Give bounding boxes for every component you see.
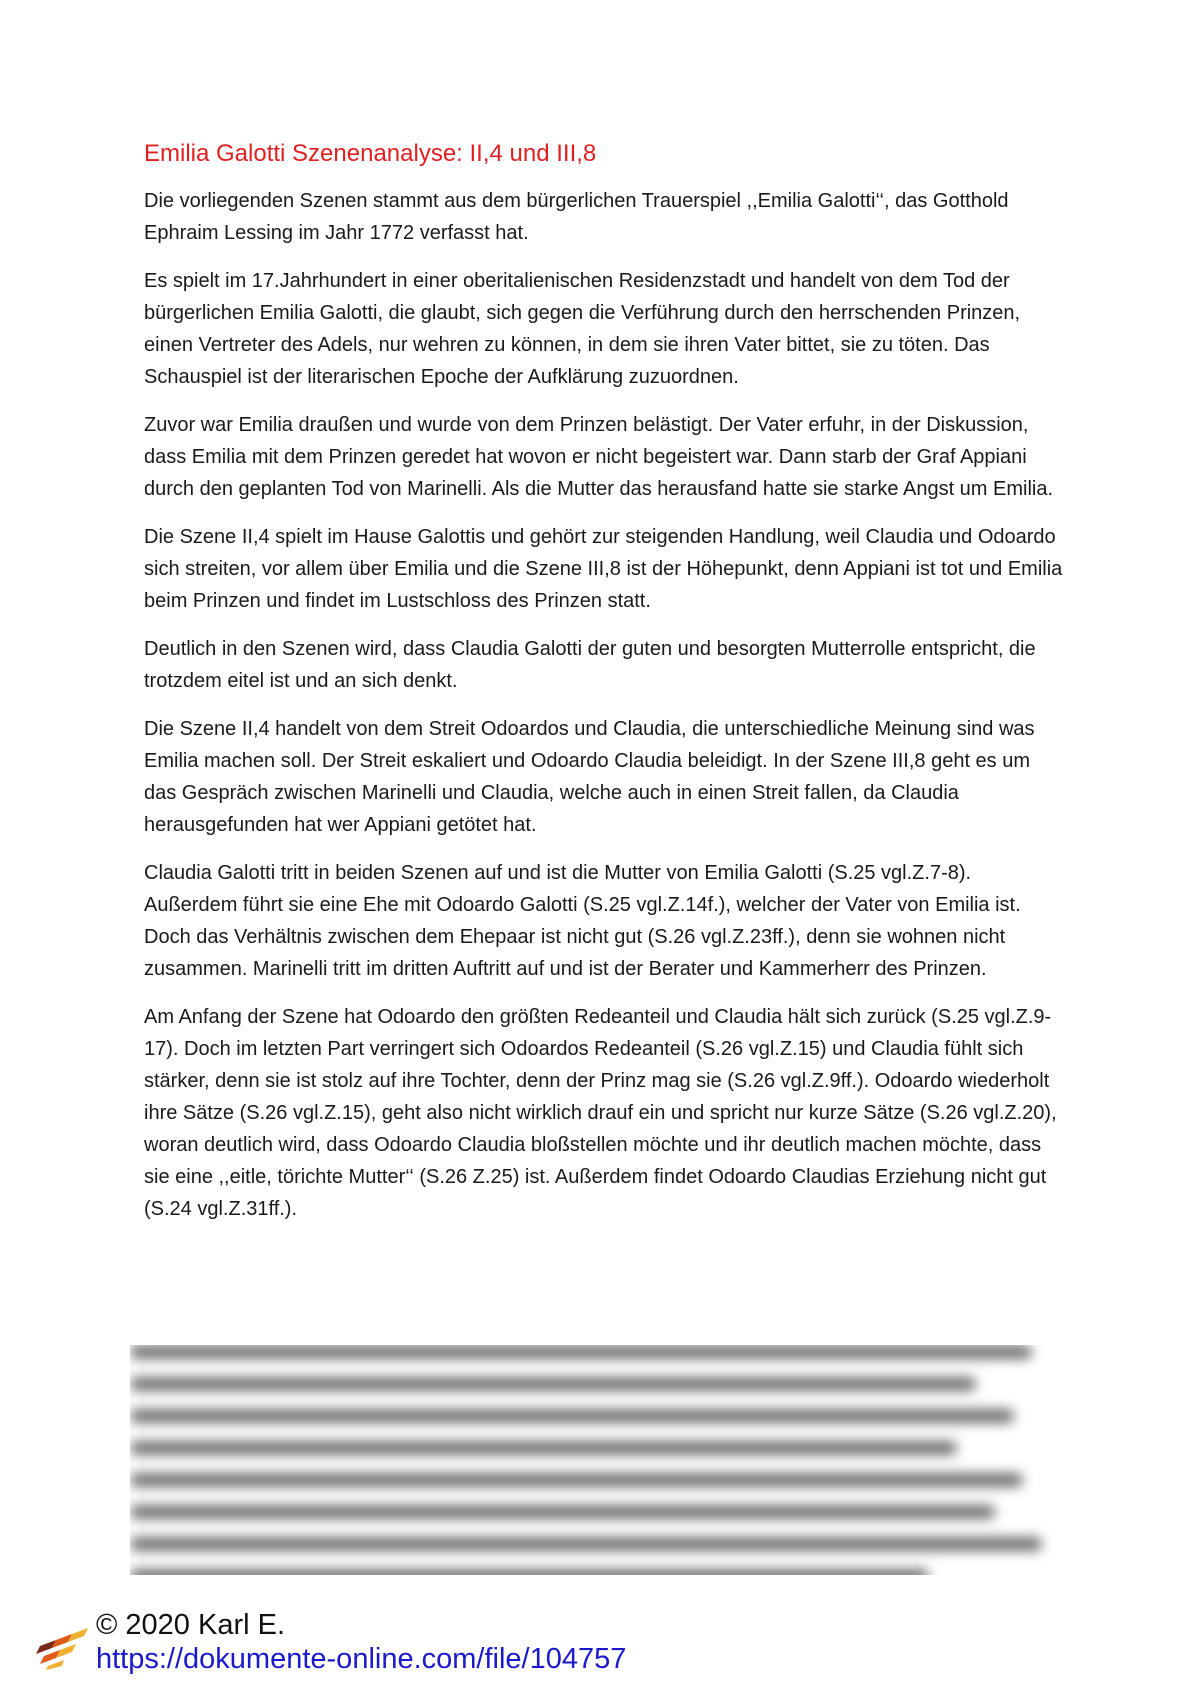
paragraph: Es spielt im 17.Jahrhundert in einer oberitalienischen Residenzstadt und handelt von dem Tod der bürgerlichen Emilia Galotti, die glaubt, sich gegen die Verführung durch den herrschenden Prinzen, einen Vertreter des Adels, nur wehren zu können, in dem sie ihren Vater bittet, sie zu töten. Das Schauspiel ist der literarischen Epoche der Aufklärung zuzuordnen.: [144, 270, 1021, 389]
paragraph: Am Anfang der Szene hat Odoardo den größten Redeanteil und Claudia hält sich zurück (S.25 vgl.Z.9-17). Doch im letzten Part verringert sich Odoardos Redeanteil (S.26 vgl.Z.15) und Claudia fühlt sich stärker, denn sie ist stolz auf ihre Tochter, denn der Prinz mag sie (S.26 vgl.Z.9ff.). Odoardo wiederholt ihre Sätze (S.26 vgl.Z.15), geht also nicht wirklich drauf ein und spricht nur kurze Sätze (S.26 vgl.Z.20), woran deutlich wird, dass Odoardo Claudia bloßstellen möchte und ihr deutlich machen möchte, dass sie eine ,,eitle, törichte Mutter‘‘ (S.26 Z.25) ist. Außerdem findet Odoardo Claudias Erziehung nicht gut (S.24 vgl.Z.31ff.).: [144, 1006, 1057, 1221]
paragraph: Zuvor war Emilia draußen und wurde von dem Prinzen belästigt. Der Vater erfuhr, in der Diskussion, dass Emilia mit dem Prinzen geredet hat wovon er nicht begeistert war. Dann starb der Graf Appiani durch den geplanten Tod von Marinelli. Als die Mutter das herausfand hatte sie starke Angst um Emilia.: [144, 414, 1054, 501]
document-title: Emilia Galotti Szenenanalyse: II,4 und III,8: [144, 140, 597, 167]
document-page: [144, 138, 1064, 1241]
source-link[interactable]: https://dokumente-online.com/file/104757: [96, 1643, 627, 1675]
paragraph: Deutlich in den Szenen wird, dass Claudia Galotti der guten und besorgten Mutterrolle entspricht, die trotzdem eitel ist und an sich denkt.: [144, 638, 1036, 693]
paragraph: Die vorliegenden Szenen stammt aus dem bürgerlichen Trauerspiel ,,Emilia Galotti‘‘, das Gotthold Ephraim Lessing im Jahr 1772 verfasst hat.: [144, 190, 1009, 245]
footer: [36, 1610, 736, 1680]
paragraph: Die Szene II,4 handelt von dem Streit Odoardos und Claudia, die unterschiedliche Meinung sind was Emilia machen soll. Der Streit eskaliert und Odoardo Claudia beleidigt. In der Szene III,8 geht es um das Gespräch zwischen Marinelli und Claudia, welche auch in einen Streit fallen, da Claudia herausgefunden hat wer Appiani getötet hat.: [144, 718, 1035, 837]
paragraph: Claudia Galotti tritt in beiden Szenen auf und ist die Mutter von Emilia Galotti (S.25 vgl.Z.7-8). Außerdem führt sie eine Ehe mit Odoardo Galotti (S.25 vgl.Z.14f.), welcher der Vater von Emilia ist. Doch das Verhältnis zwischen dem Ehepaar ist nicht gut (S.26 vgl.Z.23ff.), denn sie wohnen nicht zusammen. Marinelli tritt im dritten Auftritt auf und ist der Berater und Kammerherr des Prinzen.: [144, 862, 1021, 981]
paragraph: Die Szene II,4 spielt im Hause Galottis und gehört zur steigenden Handlung, weil Claudia und Odoardo sich streiten, vor allem über Emilia und die Szene III,8 ist der Höhepunkt, denn Appiani ist tot und Emilia beim Prinzen und findet im Lustschloss des Prinzen statt.: [144, 526, 1063, 613]
blurred-preview-text: [130, 1345, 1070, 1575]
dokumente-online-logo-icon: [36, 1618, 88, 1670]
copyright-text: © 2020 Karl E.: [96, 1609, 286, 1641]
